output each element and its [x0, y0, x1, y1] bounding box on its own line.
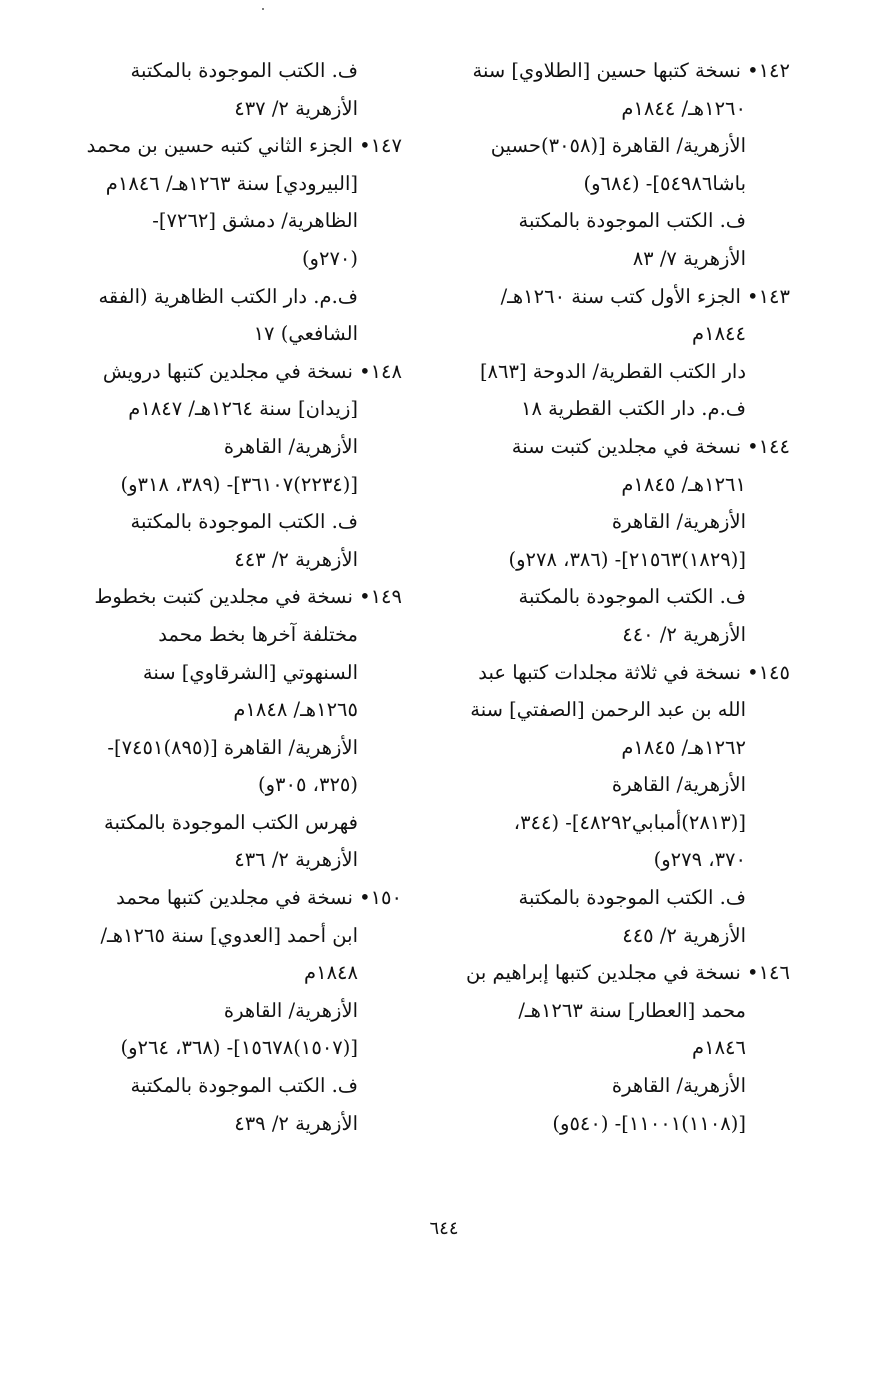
- entry-line: الشافعي) ١٧: [253, 322, 358, 346]
- entry-line: ١٢٦١هـ/ ١٨٤٥م: [621, 472, 746, 496]
- entry-line: ف. الكتب الموجودة بالمكتبة: [130, 1074, 358, 1098]
- entry-line: ف. الكتب الموجودة بالمكتبة: [518, 209, 746, 233]
- entry-line: ف. الكتب الموجودة بالمكتبة: [518, 886, 746, 910]
- entry-line: الأزهرية/ القاهرة [(٣٠٥٨)حسين: [490, 134, 746, 158]
- entry-line: ابن أحمد [العدوي] سنة ١٢٦٥هـ/: [100, 923, 358, 947]
- catalog-entry: [442, 428, 790, 654]
- entry-line: [(١٨٢٩)٢١٥٦٣]- (٣٨٦، ٢٧٨و): [508, 547, 746, 571]
- entry-line: الأزهرية ٧/ ٨٣: [632, 246, 746, 270]
- entry-line: باشا٥٤٩٨٦]- (٦٨٤و): [583, 171, 746, 195]
- entry-line: ١٢٦٥هـ/ ١٨٤٨م: [233, 698, 358, 722]
- entry-line: (٢٧٠و): [301, 246, 358, 270]
- left-column: [66, 52, 402, 1142]
- entry-line: الأزهرية ٢/ ٤٣٩: [234, 1111, 358, 1135]
- catalog-entry: [66, 879, 402, 1142]
- entry-line: ١٢٦٢هـ/ ١٨٤٥م: [621, 735, 746, 759]
- entry-line: ١٨٤٨م: [304, 961, 358, 985]
- catalog-entry: [442, 52, 790, 278]
- entry-line: ف.م. دار الكتب القطرية ١٨: [521, 397, 746, 421]
- entry-line: دار الكتب القطرية/ الدوحة [٨٦٣]: [479, 359, 746, 383]
- entry-line: ف.م. دار الكتب الظاهرية (الفقه: [98, 284, 358, 308]
- entry-line: الأزهرية/ القاهرة: [611, 510, 746, 534]
- scan-speck: [262, 8, 264, 10]
- right-column: [442, 52, 790, 1142]
- entry-heading-line: ١٤٩• نسخة في مجلدين كتبت بخطوط: [94, 585, 402, 609]
- catalog-entry: [66, 52, 402, 127]
- entry-line: الأزهرية ٢/ ٤٤٥: [622, 923, 746, 947]
- entry-heading-line: ١٤٤• نسخة في مجلدين كتبت سنة: [511, 434, 790, 458]
- entry-heading-line: ١٥٠• نسخة في مجلدين كتبها محمد: [116, 886, 402, 910]
- entry-line: الأزهرية/ القاهرة: [223, 998, 358, 1022]
- entry-line: السنهوتي [الشرقاوي] سنة: [142, 660, 358, 684]
- entry-line: الأزهرية/ القاهرة: [223, 434, 358, 458]
- entry-heading-line: ١٤٧• الجزء الثاني كتبه حسين بن محمد: [86, 134, 402, 158]
- catalog-entry: [442, 954, 790, 1142]
- entry-line: الأزهرية/ القاهرة: [611, 773, 746, 797]
- entry-line: ف. الكتب الموجودة بالمكتبة: [130, 59, 358, 82]
- entry-line: الظاهرية/ دمشق [٧٢٦٢]-: [152, 209, 358, 233]
- entry-line: [البيرودي] سنة ١٢٦٣هـ/ ١٨٤٦م: [105, 171, 358, 195]
- entry-line: ١٨٤٦م: [692, 1036, 746, 1060]
- catalog-entry: [66, 353, 402, 579]
- entry-line: ١٢٦٠هـ/ ١٨٤٤م: [621, 96, 746, 120]
- entry-line: [(١١٠٨)١١٠٠١]- (٥٤٠و): [552, 1111, 746, 1135]
- catalog-entry: [442, 654, 790, 955]
- entry-line: ١٨٤٤م: [692, 322, 746, 346]
- entry-line: الأزهرية ٢/ ٤٤٣: [234, 547, 358, 571]
- entry-line: [(١٥٠٧)١٥٦٧٨]- (٣٦٨، ٢٦٤و): [120, 1036, 358, 1060]
- entry-line: ٣٧٠، ٢٧٩و): [653, 848, 746, 872]
- entry-line: محمد [العطار] سنة ١٢٦٣هـ/: [518, 998, 746, 1022]
- entry-line: الأزهرية/ القاهرة: [611, 1074, 746, 1098]
- entry-line: الأزهرية/ القاهرة [(٨٩٥)٧٤٥١]-: [107, 735, 358, 759]
- catalog-entry: [442, 278, 790, 428]
- entry-line: (٣٢٥، ٣٠٥و): [258, 773, 358, 797]
- entry-line: الله بن عبد الرحمن [الصفتي] سنة: [470, 698, 746, 722]
- entry-heading-line: ١٤٦• نسخة في مجلدين كتبها إبراهيم بن: [466, 961, 790, 985]
- entry-line: مختلفة آخرها بخط محمد: [158, 622, 358, 646]
- entry-heading-line: ١٤٥• نسخة في ثلاثة مجلدات كتبها عبد: [478, 660, 790, 684]
- entry-heading-line: ١٤٢• نسخة كتبها حسين [الطلاوي] سنة: [472, 59, 790, 82]
- entry-line: الأزهرية ٢/ ٤٣٦: [234, 848, 358, 872]
- entry-line: [(٢٢٣٤)٣٦١٠٧]- (٣٨٩، ٣١٨و): [120, 472, 358, 496]
- entry-line: ف. الكتب الموجودة بالمكتبة: [130, 510, 358, 534]
- page-number: ٦٤٤: [429, 1218, 459, 1239]
- entry-line: الأزهرية ٢/ ٤٤٠: [622, 622, 746, 646]
- catalog-entry: [66, 127, 402, 353]
- entry-line: ف. الكتب الموجودة بالمكتبة: [518, 585, 746, 609]
- catalog-entry: [66, 578, 402, 879]
- entry-line: فهرس الكتب الموجودة بالمكتبة: [104, 810, 358, 834]
- entry-line: [زيدان] سنة ١٢٦٤هـ/ ١٨٤٧م: [128, 397, 358, 421]
- entry-heading-line: ١٤٣• الجزء الأول كتب سنة ١٢٦٠هـ/: [500, 284, 790, 308]
- entry-line: الأزهرية ٢/ ٤٣٧: [234, 96, 358, 120]
- entry-heading-line: ١٤٨• نسخة في مجلدين كتبها درويش: [102, 359, 402, 383]
- entry-line: [(٢٨١٣)أمبابي٤٨٢٩٢]- (٣٤٤،: [513, 810, 746, 834]
